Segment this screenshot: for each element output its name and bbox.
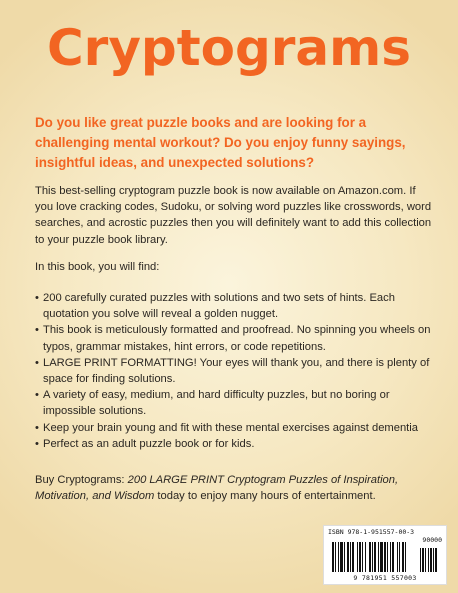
features-lead: In this book, you will find: [35, 261, 160, 273]
barcode-digits: 9 781951 557003 [353, 574, 417, 582]
bullet-icon: • [35, 324, 39, 337]
price-code: 90000 [422, 536, 442, 544]
closing-prefix: Buy Cryptograms: [35, 474, 128, 486]
bullet-icon: • [35, 389, 39, 402]
isbn-text: ISBN 978-1-951557-00-3 [328, 528, 415, 536]
closing-book-subtitle: 200 LARGE PRINT Cryptogram Puzzles of Inspiration, Motivation, and Wisdom [35, 474, 399, 503]
bullet-icon: • [35, 356, 39, 369]
features-list [35, 290, 435, 452]
description-paragraph: This best-selling cryptogram puzzle book is now available on Amazon.com. If you love cracking codes, Sudoku, or solving word puzzles like crosswords, word searches, and acrostic puzzles then you will definitely want to add this collection to your puzzle book library. [35, 185, 432, 246]
barcode-bars [330, 536, 440, 574]
book-title: Cryptograms [46, 19, 412, 77]
feature-item: • LARGE PRINT FORMATTING! Your eyes will thank you, and there is plenty of space for finding solutions. [35, 356, 430, 386]
feature-item: • Perfect as an adult puzzle book or for kids. [35, 436, 435, 452]
isbn-barcode [323, 525, 447, 585]
closing-suffix: today to enjoy many hours of entertainment. [154, 490, 376, 503]
feature-item: • Keep your brain young and fit with these mental exercises against dementia [35, 420, 435, 436]
bullet-icon: • [35, 421, 39, 434]
bullet-icon: • [35, 437, 39, 450]
feature-item: • A variety of easy, medium, and hard difficulty puzzles, but no boring or impossible solutions. [35, 389, 390, 418]
closing-paragraph [35, 472, 435, 504]
feature-item: • This book is meticulously formatted and proofread. No spinning you wheels on typos, grammar mistakes, hint errors, or code repetitions. [35, 324, 431, 353]
feature-item: • 200 carefully curated puzzles with solutions and two sets of hints. Each quotation you solve will reveal a golden nugget. [35, 292, 395, 321]
intro-text: Do you like great puzzle books and are looking for a challenging mental workout? Do you enjoy funny sayings, insightful ideas, and unexpected solutions? [35, 115, 406, 170]
bullet-icon: • [35, 292, 39, 304]
